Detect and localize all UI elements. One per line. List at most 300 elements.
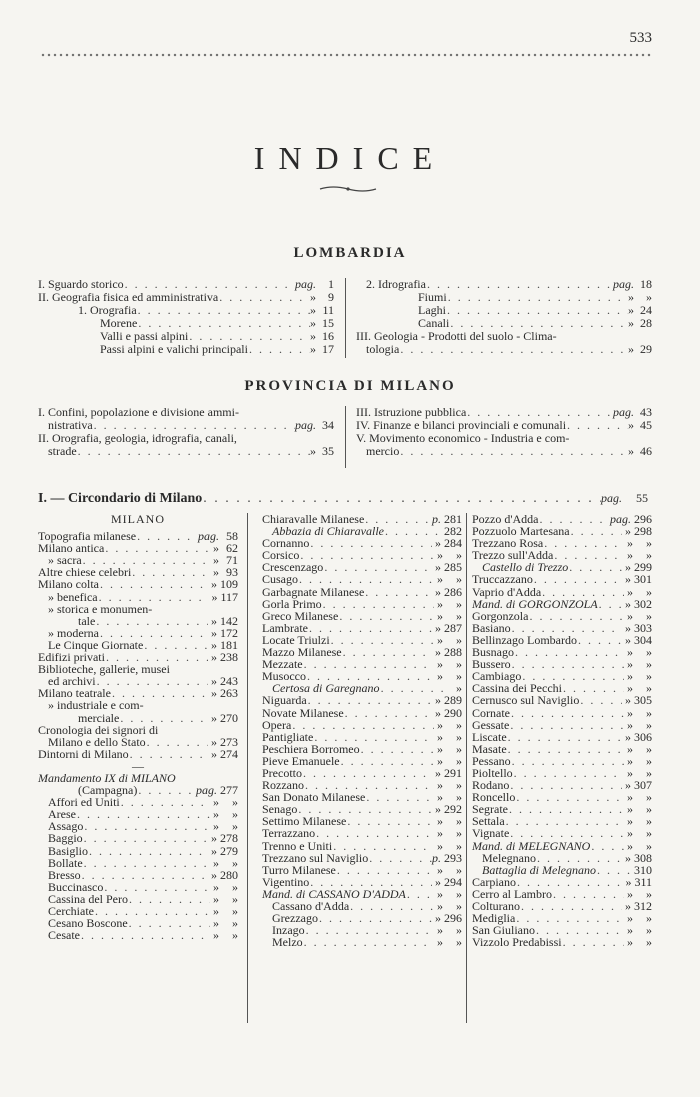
leader-dots <box>399 343 628 356</box>
ditto-mark: » <box>437 608 443 623</box>
ditto-mark: » <box>437 717 443 732</box>
ditto-mark: » <box>625 572 631 587</box>
entry-title: Cesate <box>48 928 80 943</box>
entry-title: Cernusco sul Naviglio <box>472 693 580 708</box>
leader-dots <box>570 525 622 537</box>
entry-title: » benefica <box>48 589 98 604</box>
entry-page: » <box>456 899 462 913</box>
ditto-mark: pag. <box>610 512 631 526</box>
leader-dots <box>99 578 208 590</box>
entry-title: Cassina del Pero <box>48 891 128 906</box>
circondario-pag: pag. <box>601 491 622 505</box>
entry-page: 9 <box>328 290 334 304</box>
entry-page: 310 <box>634 862 652 877</box>
leader-dots <box>360 743 434 755</box>
entry-title: Topografia milanese <box>38 529 137 544</box>
index-entry <box>262 864 462 876</box>
entry-title: Mand. di MELEGNANO <box>472 838 591 853</box>
ditto-mark: » <box>627 838 633 853</box>
ditto-mark: » <box>627 886 633 901</box>
entry-title: Milano colta <box>38 577 99 592</box>
index-entry <box>356 330 652 343</box>
index-column-3 <box>472 513 652 948</box>
entry-page: 296 <box>444 911 462 926</box>
entry-page: » <box>456 778 462 793</box>
leader-dots <box>514 646 624 658</box>
ditto-mark: » <box>435 584 441 599</box>
leader-dots <box>143 639 208 651</box>
entry-page: » <box>456 741 462 756</box>
ditto-mark: » <box>437 741 443 756</box>
entry-page: 17 <box>322 342 334 356</box>
entry-title: Busnago <box>472 645 514 660</box>
entry-page: 291 <box>444 765 462 780</box>
leader-dots <box>248 343 310 356</box>
entry-page: » <box>456 669 462 684</box>
index-entry <box>472 864 652 876</box>
entry-title: Cerchiate <box>48 904 94 918</box>
index-entry <box>38 432 334 445</box>
entry-page: 278 <box>220 831 238 846</box>
leader-dots <box>340 755 434 767</box>
entry-title: Cambiago <box>472 669 522 684</box>
ditto-mark: » <box>437 838 443 853</box>
entry-title: Bellinzago Lombardo <box>472 632 577 647</box>
index-entry <box>38 832 238 844</box>
index-entry <box>262 936 462 948</box>
entry-page: 296 <box>634 512 652 526</box>
entry-page: 270 <box>220 710 238 725</box>
entry-page: 292 <box>444 802 462 817</box>
leader-dots <box>336 864 434 876</box>
entry-title: Le Cinque Giornate <box>48 637 144 652</box>
entry-title: Laghi <box>418 303 446 317</box>
entry-title: San Donato Milanese <box>262 790 366 805</box>
leader-dots <box>368 852 432 864</box>
leader-dots <box>508 803 624 815</box>
entry-page: 284 <box>444 536 462 551</box>
ditto-mark: » <box>627 608 633 623</box>
ditto-mark: » <box>435 560 441 575</box>
entry-title: » sacra <box>48 553 82 568</box>
ditto-mark: » <box>628 444 634 458</box>
leader-dots <box>515 791 624 803</box>
ditto-mark: » <box>213 879 219 894</box>
ditto-mark: » <box>627 911 633 926</box>
ditto-mark: » <box>625 632 631 647</box>
leader-dots <box>509 827 624 839</box>
index-entry <box>38 869 238 881</box>
leader-dots <box>598 598 622 610</box>
entry-title: Lambrate <box>262 620 308 635</box>
entry-page: » <box>646 705 652 720</box>
entry-title: Mediglia <box>472 911 516 926</box>
entry-page: 28 <box>640 316 652 330</box>
leader-dots <box>128 917 210 929</box>
ditto-mark: » <box>310 316 316 330</box>
entry-title: Colturano <box>472 899 520 913</box>
entry-page: » <box>456 729 462 744</box>
pag-label: pag. <box>613 405 634 419</box>
entry-title: (Campagna) <box>78 783 138 798</box>
ditto-mark: » <box>437 729 443 744</box>
entry-title: Niguarda <box>262 693 307 708</box>
entry-page: » <box>456 717 462 732</box>
leader-dots <box>507 743 624 755</box>
ditto-mark: » <box>627 753 633 768</box>
entry-title: Peschiera Borromeo <box>262 741 360 756</box>
index-entry <box>262 586 462 598</box>
entry-title: Turro Milanese <box>262 862 336 877</box>
entry-page: » <box>456 923 462 938</box>
entry-title: Vigentino <box>262 874 310 889</box>
entry-page: 263 <box>220 686 238 701</box>
ditto-mark: » <box>628 316 634 330</box>
entry-page: 289 <box>444 693 462 708</box>
ditto-mark: » <box>437 632 443 647</box>
leader-dots <box>80 929 210 941</box>
index-entry <box>38 845 238 857</box>
ditto-mark: » <box>213 819 219 834</box>
entry-title: Locate Triulzi <box>262 632 330 647</box>
entry-title: Bussero <box>472 657 511 672</box>
entry-page: » <box>646 290 652 304</box>
index-entry <box>472 707 652 719</box>
entry-page: 282 <box>444 524 462 539</box>
ditto-mark: » <box>627 935 633 950</box>
entry-title: Pantigliate <box>262 729 314 744</box>
entry-title: Cronologia dei signori di <box>38 722 159 737</box>
ditto-mark: » <box>435 874 441 889</box>
leader-dots <box>510 707 624 719</box>
ditto-mark: » <box>211 589 218 604</box>
entry-page: » <box>646 765 652 780</box>
entry-title: Masate <box>472 741 507 756</box>
pag-label: pag. <box>613 277 634 291</box>
entry-page: » <box>646 802 652 817</box>
entry-page: 301 <box>634 572 652 587</box>
leader-dots <box>446 304 628 317</box>
lombardia-right <box>356 278 652 356</box>
entry-page: 274 <box>220 746 238 761</box>
entry-title: Rodano <box>472 778 510 793</box>
entry-page: » <box>646 645 652 660</box>
ditto-mark: » <box>628 303 634 317</box>
ditto-mark: » <box>627 814 633 829</box>
leader-dots <box>313 731 434 743</box>
entry-page: » <box>456 826 462 841</box>
entry-title: ed archivi <box>48 674 96 689</box>
ditto-mark: » <box>625 899 631 913</box>
leader-dots <box>330 634 434 646</box>
ditto-mark: » <box>213 795 219 810</box>
ditto-mark: » <box>211 734 217 749</box>
leader-dots <box>447 291 628 304</box>
entry-title: Morene <box>100 316 138 330</box>
ditto-mark: » <box>213 541 219 556</box>
leader-dots <box>136 530 198 542</box>
entry-page: » <box>456 790 462 805</box>
leader-dots <box>303 658 434 670</box>
entry-title: Abbazia di Chiaravalle <box>272 524 384 539</box>
index-entry <box>472 852 652 864</box>
ditto-mark: » <box>627 790 633 805</box>
leader-dots <box>364 586 432 598</box>
entry-title: Terrazzano <box>262 826 316 841</box>
entry-page: » <box>232 916 238 931</box>
ditto-mark: » <box>310 290 316 304</box>
section-title-provincia: PROVINCIA DI MILANO <box>244 378 456 394</box>
ditto-mark: » <box>211 831 217 846</box>
leader-dots <box>426 278 613 291</box>
entry-title: Milano teatrale <box>38 686 111 701</box>
entry-title: Mazzo Milanese <box>262 645 342 660</box>
entry-page: » <box>646 717 652 732</box>
entry-page: 93 <box>226 565 238 580</box>
leader-dots <box>509 719 624 731</box>
index-entry <box>356 278 652 291</box>
entry-title: Mezzate <box>262 657 303 672</box>
entry-page: » <box>456 548 462 563</box>
index-entry <box>262 694 462 706</box>
entry-title: III. Geologia - Prodotti del suolo - Clima- <box>356 329 557 343</box>
entry-title: Bresso <box>48 867 81 882</box>
entry-page: » <box>646 826 652 841</box>
entry-page: » <box>646 935 652 950</box>
index-entry <box>262 852 462 864</box>
entry-title: Fiumi <box>418 290 447 304</box>
provincia-right <box>356 406 652 458</box>
entry-page: 302 <box>634 596 652 611</box>
entry-title: Liscate <box>472 729 507 744</box>
entry-page: 294 <box>444 874 462 889</box>
entry-title: II. Geografia fisica ed amministrativa <box>38 290 219 304</box>
ditto-mark: » <box>437 862 443 877</box>
entry-page: 35 <box>322 444 334 458</box>
ditto-mark: » <box>625 693 631 708</box>
leader-dots <box>218 291 310 304</box>
entry-page: 308 <box>634 850 652 865</box>
entry-title: » industriale e com- <box>48 698 144 713</box>
entry-title: Truccazzano <box>472 572 533 587</box>
column-divider <box>466 513 467 1023</box>
entry-title: Senago <box>262 802 298 817</box>
leader-dots <box>298 573 434 585</box>
ditto-mark: » <box>437 826 443 841</box>
index-entry <box>38 591 238 603</box>
entry-title: Rozzano <box>262 778 304 793</box>
entry-page: » <box>456 886 462 901</box>
entry-page: 43 <box>640 405 652 419</box>
ditto-mark: » <box>211 613 217 628</box>
entry-title: Trezzano sul Naviglio <box>262 850 369 865</box>
leader-dots <box>95 615 208 627</box>
entry-page: » <box>456 657 462 672</box>
entry-page: » <box>646 681 652 696</box>
entry-title: Basiano <box>472 620 511 635</box>
entry-title: » moderna <box>48 625 99 640</box>
leader-dots <box>509 779 622 791</box>
ditto-mark: » <box>625 729 631 744</box>
leader-dots <box>305 924 434 936</box>
ditto-mark: » <box>627 536 633 551</box>
leader-dots <box>552 888 624 900</box>
entry-page: » <box>232 879 238 894</box>
column-divider <box>345 406 346 468</box>
entry-title: Mandamento IX di MILANO <box>38 770 176 785</box>
entry-title: Buccinasco <box>48 879 104 894</box>
ditto-mark: » <box>627 741 633 756</box>
leader-dots <box>318 912 432 924</box>
ditto-mark: » <box>625 560 631 575</box>
leader-dots <box>137 784 196 796</box>
entry-title: Melegnano <box>482 850 536 865</box>
leader-dots <box>322 598 434 610</box>
leader-dots <box>577 634 622 646</box>
leader-dots <box>566 419 628 432</box>
ditto-mark: » <box>310 329 316 343</box>
index-entry <box>38 304 334 317</box>
ditto-mark: » <box>435 802 441 817</box>
circondario-title <box>38 491 648 507</box>
entry-title: Vaprio d'Adda <box>472 584 542 599</box>
entry-title: Opera <box>262 717 292 732</box>
entry-title: Pioltello <box>472 765 513 780</box>
ditto-mark: » <box>625 620 631 635</box>
entry-page: 288 <box>444 645 462 660</box>
leader-dots <box>302 767 432 779</box>
index-entry <box>38 724 238 736</box>
entry-page: 290 <box>444 705 462 720</box>
column-divider <box>247 513 248 1023</box>
entry-title: Cesano Boscone <box>48 916 128 931</box>
leader-dots <box>562 936 624 948</box>
ditto-mark: » <box>213 916 219 931</box>
leader-dots <box>505 815 624 827</box>
ditto-mark: » <box>211 674 217 689</box>
entry-title: Garbagnate Milanese <box>262 584 365 599</box>
entry-page: 29 <box>640 342 652 356</box>
entry-title: Castello di Trezzo <box>482 560 569 575</box>
entry-title: Cornanno <box>262 536 310 551</box>
entry-page: » <box>646 536 652 551</box>
ditto-mark: » <box>437 814 443 829</box>
page-number: 533 <box>629 30 652 46</box>
leader-dots <box>568 561 622 573</box>
entry-page: 34 <box>322 418 334 432</box>
ditto-mark: » <box>625 874 632 889</box>
ditto-mark: » <box>435 765 441 780</box>
entry-page: 312 <box>634 899 652 913</box>
ditto-mark: » <box>627 669 633 684</box>
entry-page: » <box>456 681 462 696</box>
ditto-mark: » <box>211 637 217 652</box>
entry-page: » <box>456 814 462 829</box>
entry-page: » <box>232 904 238 918</box>
ditto-mark: » <box>213 928 219 943</box>
circondario-label: I. — Circondario di Milano <box>38 491 203 506</box>
ditto-mark: » <box>628 418 634 432</box>
index-entry <box>262 707 462 719</box>
entry-title: Dintorni di Milano <box>38 746 129 761</box>
entry-title: Basiglio <box>48 843 89 858</box>
ditto-mark: » <box>435 536 441 551</box>
leader-dots <box>349 900 434 912</box>
entry-title: strade <box>48 444 77 458</box>
entry-page: » <box>456 935 462 950</box>
leader-dots <box>528 610 624 622</box>
separator: — <box>132 758 144 773</box>
entry-page: 117 <box>220 589 238 604</box>
entry-page: 304 <box>634 632 652 647</box>
index-column-2 <box>262 513 462 948</box>
leader-dots <box>511 755 624 767</box>
index-entry <box>356 343 652 356</box>
entry-title: III. Istruzione pubblica <box>356 405 467 419</box>
entry-page: 172 <box>220 625 238 640</box>
entry-title: IV. Finanze e bilanci provinciali e comunali <box>356 418 567 432</box>
ditto-mark: » <box>627 657 633 672</box>
entry-title: tale <box>78 613 96 628</box>
entry-title: Valli e passi alpini <box>100 329 189 343</box>
index-entry <box>38 712 238 724</box>
entry-title: merciale <box>78 710 120 725</box>
entry-title: Arese <box>48 807 76 822</box>
entry-page: 277 <box>220 783 238 798</box>
entry-title: II. Orografia, geologia, idrografia, canali, <box>38 431 237 445</box>
lombardia-left <box>38 278 334 356</box>
index-entry <box>262 573 462 585</box>
ditto-mark: » <box>627 645 633 660</box>
entry-title: Mand. di CASSANO D'ADDA <box>262 886 406 901</box>
entry-title: Cerro al Lambro <box>472 886 552 901</box>
leader-dots <box>83 857 210 869</box>
entry-page: 285 <box>444 560 462 575</box>
entry-page: » <box>646 923 652 938</box>
entry-title: Vignate <box>472 826 510 841</box>
ditto-mark: » <box>437 572 443 587</box>
index-entry <box>356 432 652 445</box>
ditto-mark: » <box>437 669 443 684</box>
entry-page: » <box>646 657 652 672</box>
entry-page: 280 <box>220 867 238 882</box>
leader-dots <box>342 646 432 658</box>
ditto-mark: » <box>213 553 219 568</box>
ditto-mark: pag. <box>196 783 217 798</box>
index-entry <box>38 578 238 590</box>
leader-dots <box>96 675 208 687</box>
entry-title: Biblioteche, gallerie, musei <box>38 662 170 677</box>
entry-title: Roncello <box>472 790 516 805</box>
ditto-mark: » <box>213 565 219 580</box>
entry-title: Novate Milanese <box>262 705 344 720</box>
index-entry <box>38 603 238 615</box>
ditto-mark: » <box>211 843 217 858</box>
entry-title: Precotto <box>262 765 302 780</box>
entry-title: Trezzano Rosa <box>472 536 544 551</box>
entry-title: Chiaravalle Milanese <box>262 512 365 526</box>
entry-title: Gorla Primo <box>262 596 322 611</box>
ditto-mark: » <box>628 342 634 356</box>
leader-dots <box>88 845 208 857</box>
index-entry <box>472 586 652 598</box>
leader-dots <box>332 840 434 852</box>
entry-title: Assago <box>48 819 84 834</box>
leader-dots <box>128 893 210 905</box>
entry-page: 11 <box>322 303 334 317</box>
entry-title: Vizzolo Predabissi <box>472 935 562 950</box>
index-entry <box>356 291 652 304</box>
